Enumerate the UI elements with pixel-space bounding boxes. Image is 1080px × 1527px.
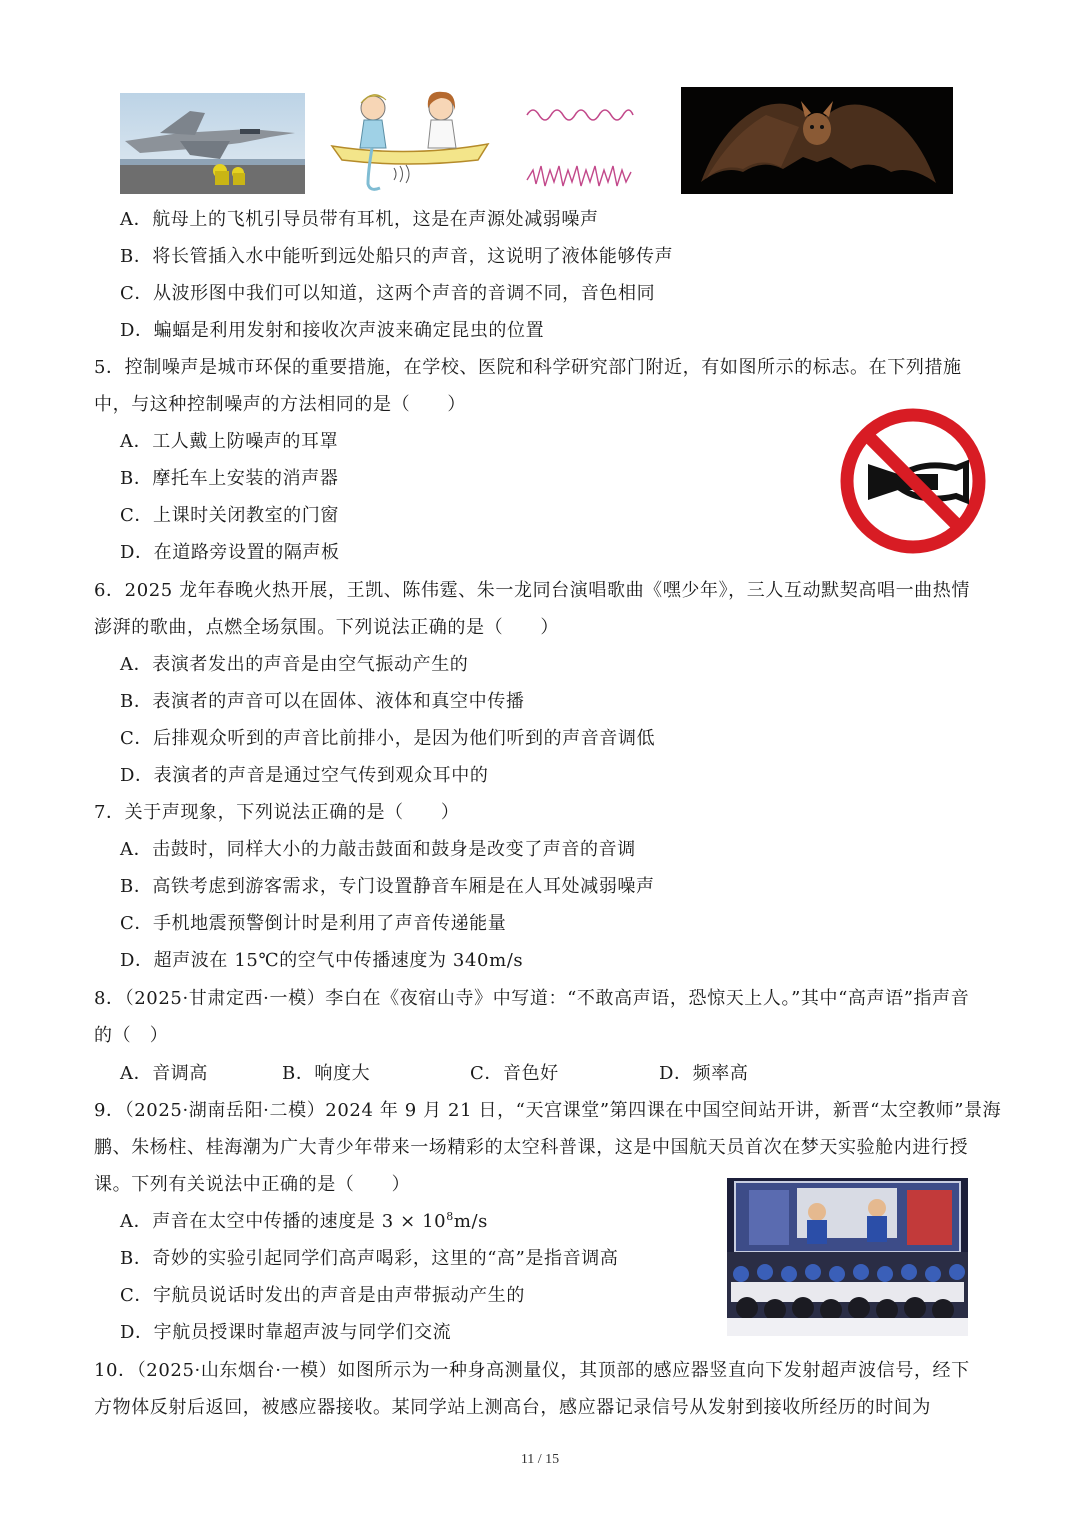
q6-option-a: A．表演者发出的声音是由空气振动产生的 <box>120 654 469 675</box>
q7-stem: 7．关于声现象，下列说法正确的是（ ） <box>94 802 460 823</box>
q7-option-d: D．超声波在 15℃的空气中传播速度为 340m/s <box>120 950 524 971</box>
q9-stem-line3: 课。下列有关说法中正确的是（ ） <box>94 1174 411 1195</box>
q5-option-c: C．上课时关闭教室的门窗 <box>120 505 339 526</box>
q6-stem-line2: 澎湃的歌曲，点燃全场氛围。下列说法正确的是（ ） <box>94 617 559 638</box>
q8-stem-line1: 8．（2025·甘肃定西·一模）李白在《夜宿山寺》中写道：“不敢高声语，恐惊天上人。”其中“高声语”指声音 <box>94 988 970 1009</box>
q6-option-c: C．后排观众听到的声音比前排小，是因为他们听到的声音音调低 <box>120 728 656 749</box>
fighter-jet-photo <box>120 93 305 194</box>
q5-option-a: A．工人戴上防噪声的耳罩 <box>120 431 339 452</box>
q7-option-b: B．高铁考虑到游客需求，专门设置静音车厢是在人耳处减弱噪声 <box>120 876 655 897</box>
q9-option-b: B．奇妙的实验引起同学们高声喝彩，这里的“高”是指音调高 <box>120 1248 619 1269</box>
page-number: 11 / 15 <box>520 1452 560 1467</box>
q9-option-c: C．宇航员说话时发出的声音是由声带振动产生的 <box>120 1285 525 1306</box>
q4-option-c: C．从波形图中我们可以知道，这两个声音的音调不同，音色相同 <box>120 283 656 304</box>
q9-option-a-text: A．声音在太空中传播的速度是 3 × 10 <box>120 1211 447 1232</box>
q5-stem-line2: 中，与这种控制噪声的方法相同的是（ ） <box>94 394 466 415</box>
space-classroom-photo <box>727 1178 968 1336</box>
q6-option-d: D．表演者的声音是通过空气传到观众耳中的 <box>120 765 489 786</box>
q9-option-d: D．宇航员授课时靠超声波与同学们交流 <box>120 1322 452 1343</box>
q7-option-a: A．击鼓时，同样大小的力敲击鼓面和鼓身是改变了声音的音调 <box>120 839 636 860</box>
q8-option-b: B．响度大 <box>282 1063 371 1084</box>
waveform-diagram <box>525 100 635 192</box>
q5-option-d: D．在道路旁设置的隔声板 <box>120 542 340 563</box>
no-horn-sign <box>838 406 988 556</box>
q10-stem-line2: 方物体反射后返回，被感应器接收。某同学站上测高台，感应器记录信号从发射到接收所经历的时间为 <box>94 1397 931 1418</box>
boat-listening-cartoon <box>328 88 492 194</box>
q8-stem-line2: 的（ ） <box>94 1025 169 1046</box>
q9-option-a <box>120 1210 488 1234</box>
q5-option-b: B．摩托车上安装的消声器 <box>120 468 339 489</box>
q6-stem-line1: 6．2025 龙年春晚火热开展，王凯、陈伟霆、朱一龙同台演唱歌曲《嘿少年》，三人互动默契高唱一曲热情 <box>94 580 970 601</box>
q8-option-d: D．频率高 <box>659 1063 749 1084</box>
q4-option-d: D．蝙蝠是利用发射和接收次声波来确定昆虫的位置 <box>120 320 545 341</box>
q8-option-a: A．音调高 <box>120 1063 208 1084</box>
q8-option-c: C．音色好 <box>470 1063 559 1084</box>
q4-option-a: A．航母上的飞机引导员带有耳机，这是在声源处减弱噪声 <box>120 209 599 230</box>
q9-stem-line1: 9．（2025·湖南岳阳·二模）2024 年 9 月 21 日，“天宫课堂”第四课在中国空间站开讲，新晋“太空教师”景海 <box>94 1100 1002 1121</box>
q10-stem-line1: 10．（2025·山东烟台·一模）如图所示为一种身高测量仪，其顶部的感应器竖直向下发射超声波信号，经下 <box>94 1360 970 1381</box>
q6-option-b: B．表演者的声音可以在固体、液体和真空中传播 <box>120 691 525 712</box>
q4-option-b: B．将长管插入水中能听到远处船只的声音，这说明了液体能够传声 <box>120 246 674 267</box>
q9-option-a-exponent: 8 <box>446 1210 454 1223</box>
q9-option-a-unit: m/s <box>453 1211 488 1232</box>
q9-stem-line2: 鹏、朱杨柱、桂海潮为广大青少年带来一场精彩的太空科普课，这是中国航天员首次在梦天实验舱内进行授 <box>94 1137 969 1158</box>
q7-option-c: C．手机地震预警倒计时是利用了声音传递能量 <box>120 913 507 934</box>
bat-photo <box>681 87 953 194</box>
q5-stem-line1: 5．控制噪声是城市环保的重要措施，在学校、医院和科学研究部门附近，有如图所示的标志。在下列措施 <box>94 357 962 378</box>
